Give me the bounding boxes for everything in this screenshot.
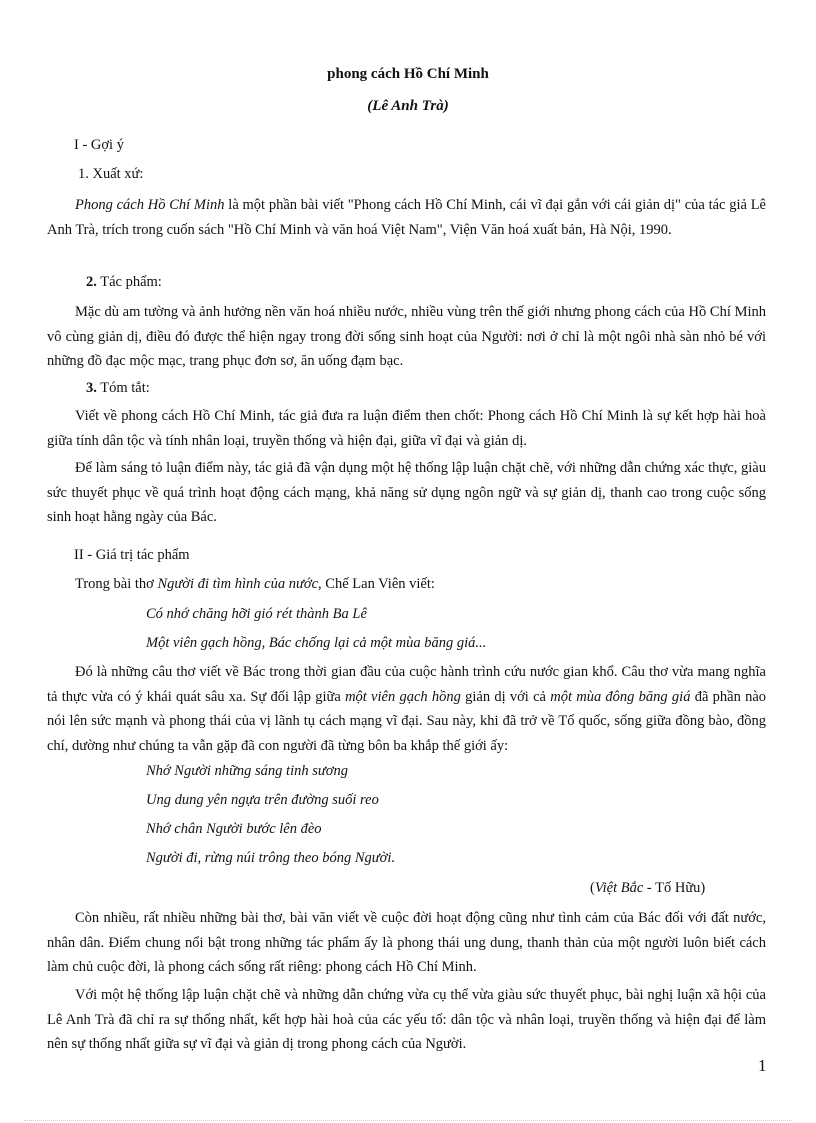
subsection-number: 3. (86, 380, 97, 396)
section-heading-2: II - Giá trị tác phẩm (74, 547, 190, 563)
document-author: (Lê Anh Trà) (367, 98, 449, 114)
citation-author: - Tố Hữu) (643, 880, 706, 896)
analysis-text: đã phần nào nói lên sức mạnh và phong thái của vị lãnh tụ cách mạng vĩ đại. Sau này, khi đã trở về Tổ quốc, sống giữa đồng bào, đồng chí, dường như chúng ta vẫn gặp đã con người đã từng bôn ba khắp thế giới ấy: (47, 688, 767, 754)
emphasis-poem-title: Người đi tìm hình của nước (157, 576, 319, 592)
poem-line: Người đi, rừng núi trông theo bóng Người. (146, 850, 396, 866)
paragraph-text: là một phần bài viết "Phong cách Hồ Chí Minh, cái vĩ đại gắn với cái giản dị" của tác giả Lê Anh Trà, trích trong cuốn sách "Hồ Chí Minh và văn hoá Việt Nam", Viện Văn hoá xuất bản, Hà Nội, 1990. (47, 197, 766, 238)
paragraph-poem-intro (75, 574, 435, 594)
paragraph-work: Mặc dù am tường và ảnh hưởng nền văn hoá nhiều nước, nhiều vùng trên thế giới nhưng phong cách của Hồ Chí Minh vô cùng giản dị, điều đó được thể hiện ngay trong đời sống sinh hoạt của Người: nơi ở chỉ là một ngôi nhà sàn nhỏ bé với những đồ đạc mộc mạc, trang phục đơn sơ, ăn uống đạm bạc. (47, 304, 766, 369)
poem-line: Nhớ Người những sáng tinh sương (146, 763, 349, 779)
subsection-number: 2. (86, 274, 97, 290)
subsection-label: Tóm tắt: (96, 380, 150, 396)
paragraph-summary-1: Viết về phong cách Hồ Chí Minh, tác giả đưa ra luận điểm then chốt: Phong cách Hồ Chí Minh là sự kết hợp hài hoà giữa tính dân tộc và tính nhân loại, truyền thống và hiện đại, giữa vĩ đại và giản dị. (47, 408, 766, 449)
poem-line: Có nhớ chăng hỡi gió rét thành Ba Lê (146, 606, 367, 622)
paragraph-summary-2: Để làm sáng tỏ luận điểm này, tác giả đã vận dụng một hệ thống lập luận chặt chẽ, với những dẫn chứng xác thực, giàu sức thuyết phục về quá trình hoạt động cách mạng, khả năng sử dụng ngôn ngữ và sự giản dị, thanh cao trong cuộc sống sinh hoạt hằng ngày của Bác. (47, 460, 766, 525)
page-number: 1 (758, 1056, 767, 1075)
emphasis-phrase: một viên gạch hồng (345, 688, 461, 705)
analysis-text: Đó là những câu thơ viết về Bác trong thời gian đầu của cuộc hành trình cứu nước gian khổ. Câu thơ vừa mang nghĩa tả thực vừa có ý khái quát sâu xa. Sự đối lập giữa (47, 664, 766, 705)
citation-work: Việt Bắc (594, 880, 644, 896)
paragraph-analysis (47, 660, 766, 758)
paragraph-conclusion-1: Còn nhiều, rất nhiều những bài thơ, bài văn viết về cuộc đời hoạt động cũng như tình cảm của Bác đối với đất nước, nhân dân. Điểm chung nổi bật trong những tác phẩm ấy là phong thái ung dung, thanh thản của một người luôn biết cách làm chủ cuộc đời, là phong cách sống rất riêng: phong cách Hồ Chí Minh. (47, 910, 766, 975)
document-title: phong cách Hồ Chí Minh (327, 66, 489, 82)
paragraph-conclusion-2: Với một hệ thống lập luận chặt chẽ và những dẫn chứng vừa cụ thể vừa giàu sức thuyết phục, bài nghị luận xã hội của Lê Anh Trà đã chỉ ra sự thống nhất, kết hợp hài hoà của các yếu tố: dân tộc và nhân loại, truyền thống và hiện đại để làm nên sự thống nhất giữa sự vĩ đại và giản dị trong phong cách của Người. (47, 987, 766, 1052)
subsection-heading-summary (86, 378, 150, 398)
subsection-heading-origin (78, 164, 143, 184)
emphasis-phrase: một mùa đông băng giá (550, 688, 691, 705)
poem-line: Nhớ chân Người bước lên đèo (146, 821, 322, 837)
intro-text-end: , Chế Lan Viên viết: (318, 576, 435, 592)
citation-paren: ( (590, 880, 595, 896)
subsection-heading-work (86, 272, 162, 292)
emphasis-work-title: Phong cách Hồ Chí Minh (75, 197, 225, 213)
poem-citation (590, 878, 705, 898)
intro-text: Trong bài thơ (75, 576, 158, 592)
paragraph-origin (47, 193, 766, 242)
subsection-label: Xuất xứ: (88, 166, 144, 182)
section-heading-1: I - Gợi ý (74, 137, 124, 153)
subsection-label: Tác phẩm: (96, 274, 162, 290)
poem-line: Một viên gạch hồng, Bác chống lại cả một mùa băng giá... (146, 635, 487, 651)
poem-line: Ung dung yên ngựa trên đường suối reo (146, 792, 379, 808)
page-bottom-rule (24, 1120, 792, 1121)
subsection-number: 1. (78, 166, 89, 182)
analysis-text: giản dị với cả (460, 688, 551, 705)
